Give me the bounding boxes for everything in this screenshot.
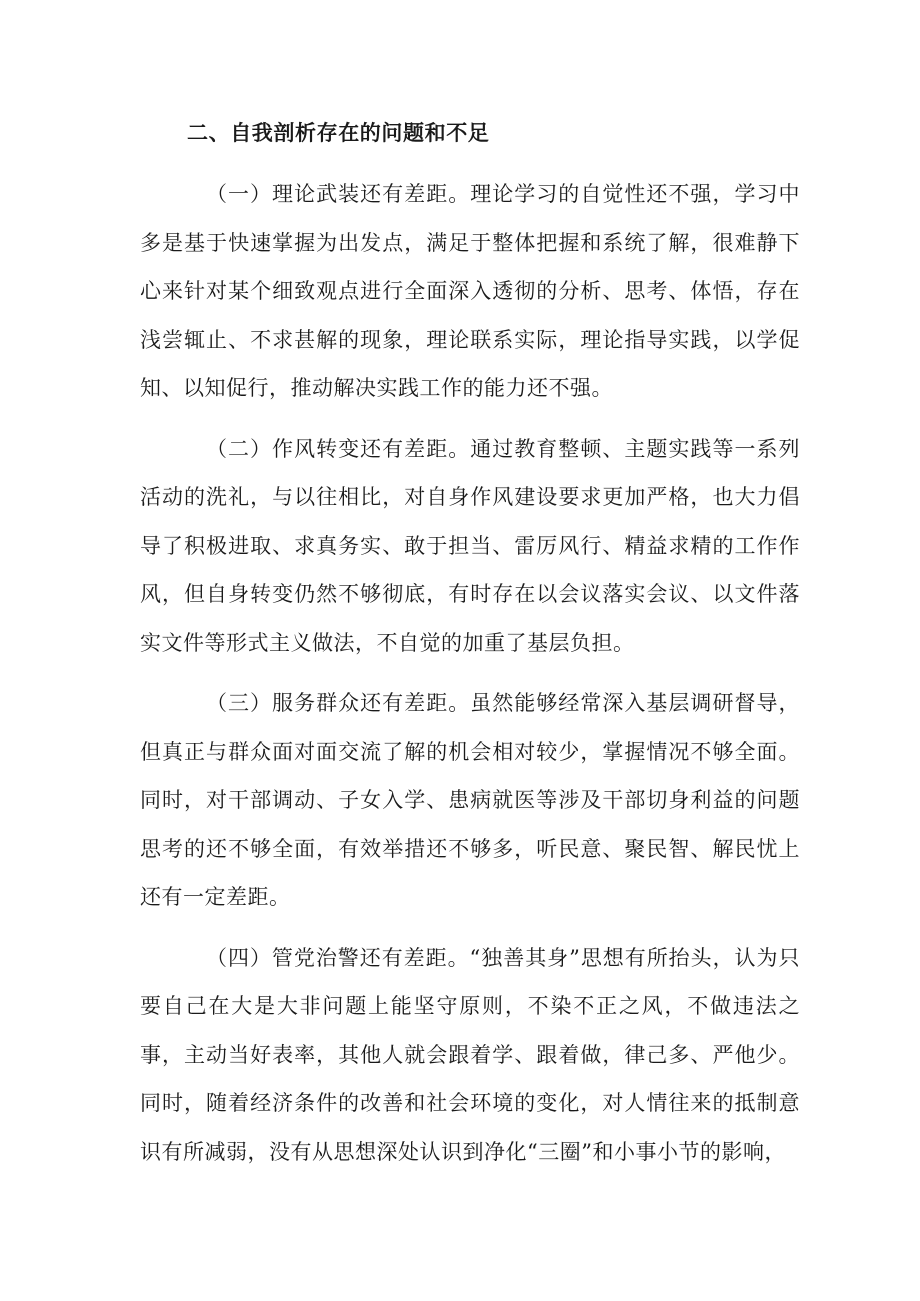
paragraph-work-style: （二）作风转变还有差距。通过教育整顿、主题实践等一系列活动的洗礼，与以往相比，对自身作风建设要求更加严格，也大力倡导了积极进取、求真务实、敢于担当、雷厉风行、精益求精的工作作风，但自身转变仍然不够彻底，有时存在以会议落实会议、以文件落实文件等形式主义做法，不自觉的加重了基层负担。: [140, 436, 800, 655]
section-heading: 二、自我剖析存在的问题和不足: [187, 121, 490, 145]
paragraph-theory: （一）理论武装还有差距。理论学习的自觉性还不强，学习中多是基于快速掌握为出发点，满足于整体把握和系统了解，很难静下心来针对某个细致观点进行全面深入透彻的分析、思考、体悟，存在浅尝辄止、不求甚解的现象，理论联系实际，理论指导实践，以学促知、以知促行，推动解决实践工作的能力还不强。: [140, 182, 800, 400]
paragraph-party-management: （四）管党治警还有差距。“独善其身”思想有所抬头，认为只要自己在大是大非问题上能坚守原则，不染不正之风，不做违法之事，主动当好表率，其他人就会跟着学、跟着做，律己多、严他少。同时，随着经济条件的改善和社会环境的变化，对人情往来的抵制意识有所减弱，没有从思想深处认识到净化“三圈”和小事小节的影响，: [140, 945, 800, 1164]
document-page: [140, 110, 800, 1188]
paragraph-serving-masses: （三）服务群众还有差距。虽然能够经常深入基层调研督导，但真正与群众面对面交流了解的机会相对较少，掌握情况不够全面。同时，对干部调动、子女入学、患病就医等涉及干部切身利益的问题思考的还不够全面，有效举措还不够多，听民意、聚民智、解民忧上还有一定差距。: [140, 691, 800, 909]
